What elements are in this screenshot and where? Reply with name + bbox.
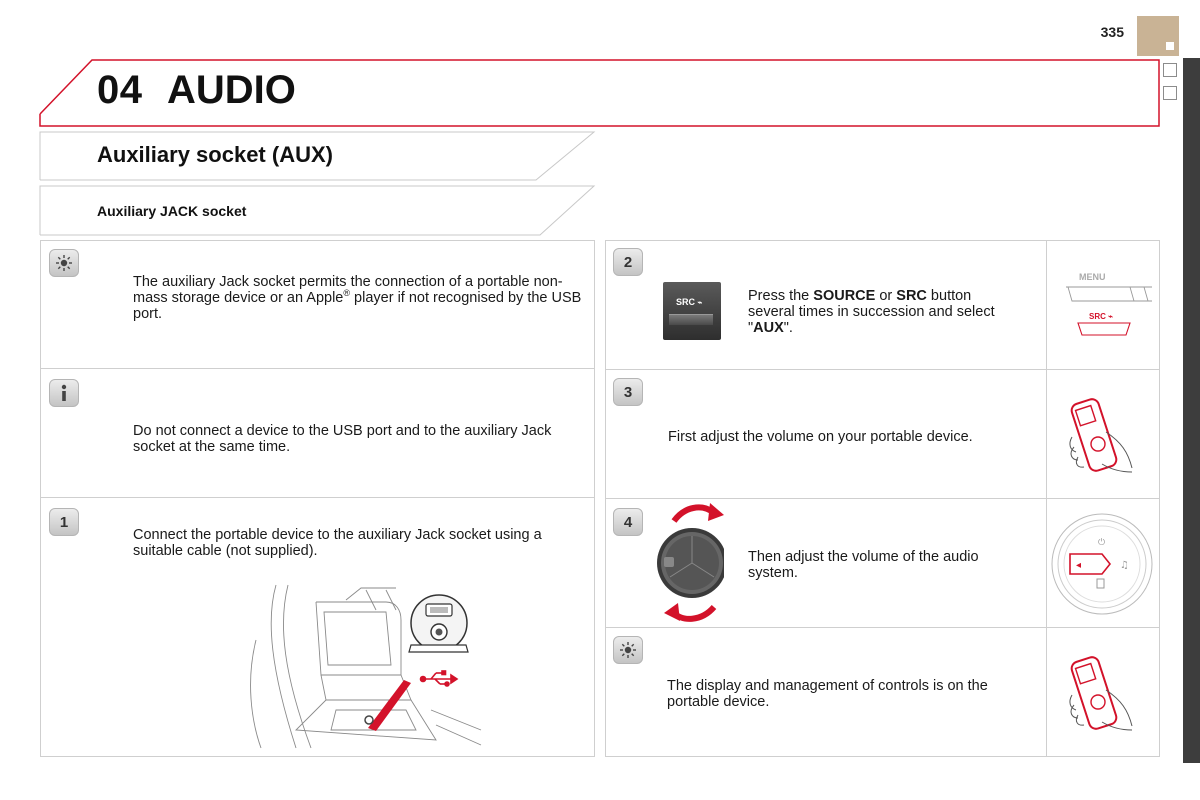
tip2-text: The display and management of controls is on the portable device. <box>667 678 988 710</box>
portable-player-hand-illustration <box>1066 650 1146 735</box>
info-text: Do not connect a device to the USB port and to the auxiliary Jack socket at the same time. <box>133 423 552 455</box>
svg-text:◂: ◂ <box>1076 560 1082 571</box>
divider <box>1046 499 1047 627</box>
control-dial-illustration <box>1050 507 1158 622</box>
step-badge-2: 2 <box>613 248 643 276</box>
svg-text:♫: ♫ <box>1120 560 1129 571</box>
subsection-title: Auxiliary JACK socket <box>97 203 247 219</box>
menu-label: MENU <box>1079 272 1106 282</box>
src-key-label: SRC ⌁ <box>1089 312 1113 321</box>
lightbulb-icon <box>613 636 643 664</box>
portable-player-hand-illustration <box>1066 392 1146 477</box>
divider <box>1046 241 1047 369</box>
volume-knob-illustration <box>654 499 724 627</box>
step-badge-1: 1 <box>49 508 79 536</box>
info-panel <box>40 368 595 498</box>
svg-text:⏻: ⏻ <box>1098 538 1106 548</box>
chapter-number: 04 <box>97 68 143 112</box>
tip2-panel <box>605 627 1160 757</box>
usb-icon <box>419 670 459 688</box>
src-button-label: SRC ⌁ <box>676 297 703 307</box>
tip-text: The auxiliary Jack socket permits the connection of a portable non-mass storage device or an Apple® player if not recognised by the USB port. <box>133 274 582 322</box>
chapter-title: AUDIO <box>167 68 296 112</box>
step1-text: Connect the portable device to the auxiliary Jack socket using a suitable cable (not supplied). <box>133 527 542 559</box>
info-icon <box>49 379 79 407</box>
jack-socket-closeup <box>406 590 476 675</box>
lightbulb-icon <box>49 249 79 277</box>
step-badge-3: 3 <box>613 378 643 406</box>
step-badge-4: 4 <box>613 508 643 536</box>
page-number: 335 <box>1100 24 1124 40</box>
step4-text: Then adjust the volume of the audio system. <box>748 549 979 581</box>
step3-text: First adjust the volume on your portable device. <box>668 429 973 445</box>
step1-panel <box>40 497 595 757</box>
divider <box>1046 370 1047 498</box>
section-title: Auxiliary socket (AUX) <box>97 142 333 167</box>
src-button-key <box>669 314 713 325</box>
step3-panel <box>605 369 1160 499</box>
tip-panel <box>40 240 595 369</box>
divider <box>1046 628 1047 756</box>
step2-panel <box>605 240 1160 370</box>
step2-text: Press the SOURCE or SRC button several times in succession and select "AUX". <box>748 288 995 336</box>
src-button-image <box>663 282 721 340</box>
step4-panel <box>605 498 1160 628</box>
